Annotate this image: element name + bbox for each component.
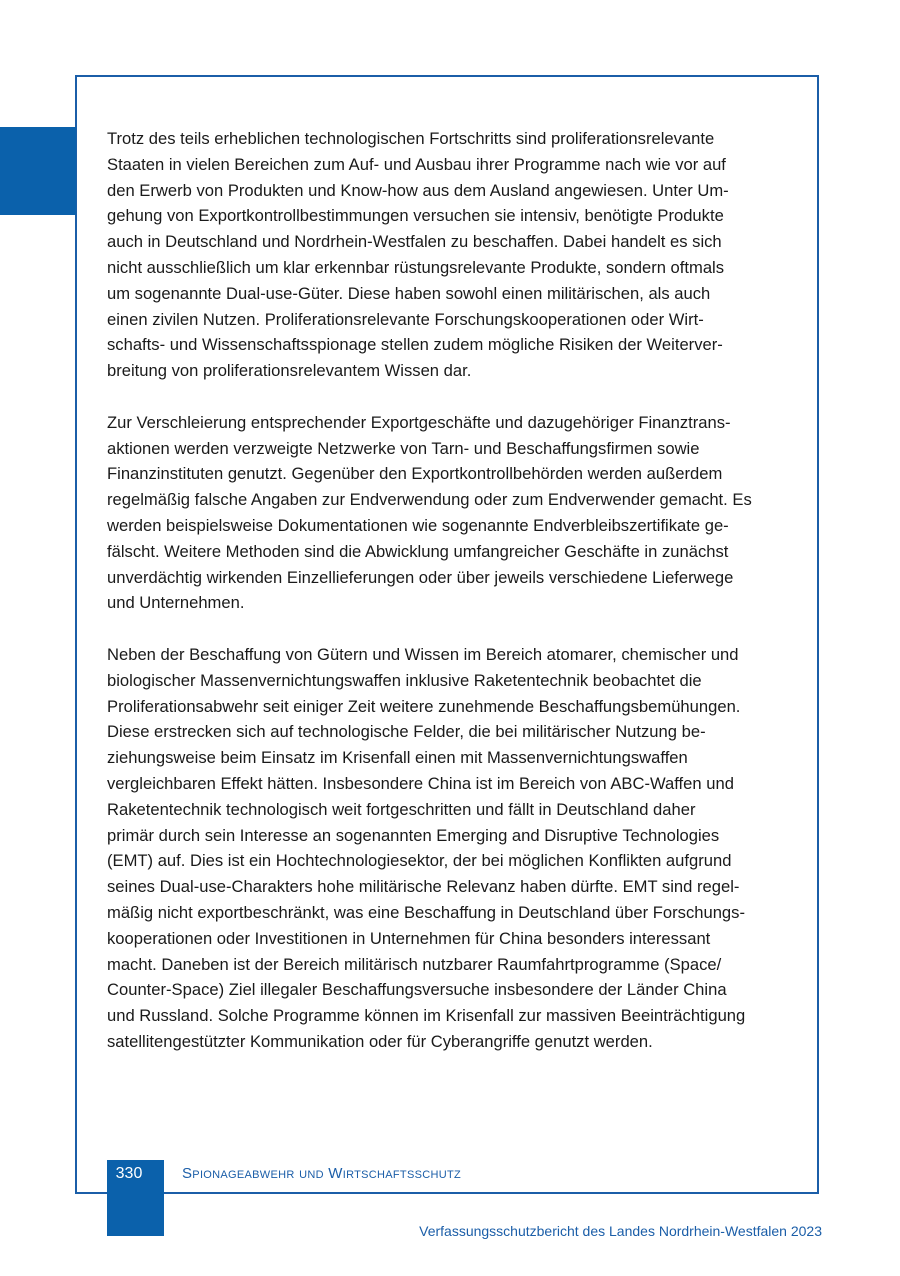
text-line: satellitengestützter Kommunikation oder für Cyberangriffe genutzt werden.	[107, 1031, 653, 1051]
text-line: regelmäßig falsche Angaben zur Endverwendung oder zum Endverwender gemacht. Es	[107, 490, 752, 510]
text-line: Counter-Space) Ziel illegaler Beschaffungsversuche insbesondere der Länder China	[107, 980, 727, 1000]
text-line: Neben der Beschaffung von Gütern und Wissen im Bereich atomarer, chemischer und	[107, 644, 739, 664]
text-line: einen zivilen Nutzen. Proliferationsrelevante Forschungskooperationen oder Wirt-	[107, 309, 704, 329]
text-line: nicht ausschließlich um klar erkennbar rüstungsrelevante Produkte, sondern oftmals	[107, 257, 725, 277]
text-line: um sogenannte Dual-use-Güter. Diese haben sowohl einen militärischen, als auch	[107, 283, 711, 303]
text-line: ziehungsweise beim Einsatz im Krisenfall einen mit Massenvernichtungswaffen	[107, 748, 688, 768]
text-line: Staaten in vielen Bereichen zum Auf- und Ausbau ihrer Programme nach wie vor auf	[107, 154, 726, 174]
text-line: breitung von proliferationsrelevantem Wissen dar.	[107, 361, 472, 381]
text-line: Finanzinstituten genutzt. Gegenüber den Exportkontrollbehörden werden außerdem	[107, 464, 723, 484]
text-line: Zur Verschleierung entsprechender Exportgeschäfte und dazugehöriger Finanztrans-	[107, 412, 731, 432]
text-line: vergleichbaren Effekt hätten. Insbesondere China ist im Bereich von ABC-Waffen und	[107, 773, 734, 793]
text-line: den Erwerb von Produkten und Know-how aus dem Ausland angewiesen. Unter Um-	[107, 180, 729, 200]
paragraph-3	[107, 642, 797, 1055]
text-line: macht. Daneben ist der Bereich militärisch nutzbarer Raumfahrtprogramme (Space/	[107, 954, 722, 974]
page-number: 330	[115, 1165, 143, 1182]
text-line: aktionen werden verzweigte Netzwerke von Tarn- und Beschaffungsfirmen sowie	[107, 438, 700, 458]
paragraph-2	[107, 410, 797, 616]
text-line: Proliferationsabwehr seit einiger Zeit weitere zunehmende Beschaffungsbemühungen.	[107, 696, 741, 716]
text-line: Trotz des teils erheblichen technologischen Fortschritts sind proliferationsrelevante	[107, 129, 715, 148]
text-line: unverdächtig wirkenden Einzellieferungen oder über jeweils verschiedene Lieferwege	[107, 567, 734, 587]
paragraph-1	[107, 126, 797, 384]
text-line: gehung von Exportkontrollbestimmungen versuchen sie intensiv, benötigte Produkte	[107, 206, 724, 226]
report-title: Verfassungsschutzbericht des Landes Nordrhein-Westfalen 2023	[419, 1223, 822, 1239]
text-line: Diese erstrecken sich auf technologische Felder, die bei militärischer Nutzung be-	[107, 722, 706, 742]
text-line: mäßig nicht exportbeschränkt, was eine Beschaffung in Deutschland über Forschungs-	[107, 902, 745, 922]
text-line: Raketentechnik technologisch weit fortgeschritten und fällt in Deutschland daher	[107, 799, 696, 819]
section-title: Spionageabwehr und Wirtschaftsschutz	[182, 1165, 461, 1182]
text-line: werden beispielsweise Dokumentationen wie sogenannte Endverbleibszertifikate ge-	[107, 515, 729, 535]
body-text	[107, 126, 797, 1080]
text-line: (EMT) auf. Dies ist ein Hochtechnologiesektor, der bei möglichen Konflikten aufgrund	[107, 851, 732, 871]
chapter-tab-marker	[0, 127, 76, 215]
text-line: kooperationen oder Investitionen in Unternehmen für China besonders interessant	[107, 928, 711, 948]
text-line: fälscht. Weitere Methoden sind die Abwicklung umfangreicher Geschäfte in zunächst	[107, 541, 729, 561]
text-line: und Russland. Solche Programme können im Krisenfall zur massiven Beeinträchtigung	[107, 1006, 746, 1026]
text-line: auch in Deutschland und Nordrhein-Westfalen zu beschaffen. Dabei handelt es sich	[107, 232, 722, 252]
text-line: primär durch sein Interesse an sogenannten Emerging and Disruptive Technologies	[107, 825, 720, 845]
text-line: und Unternehmen.	[107, 593, 245, 613]
text-line: biologischer Massenvernichtungswaffen inklusive Raketentechnik beobachtet die	[107, 670, 702, 690]
text-line: schafts- und Wissenschaftsspionage stellen zudem mögliche Risiken der Weiterver-	[107, 335, 723, 355]
text-line: seines Dual-use-Charakters hohe militärische Relevanz haben dürfte. EMT sind regel-	[107, 877, 740, 897]
